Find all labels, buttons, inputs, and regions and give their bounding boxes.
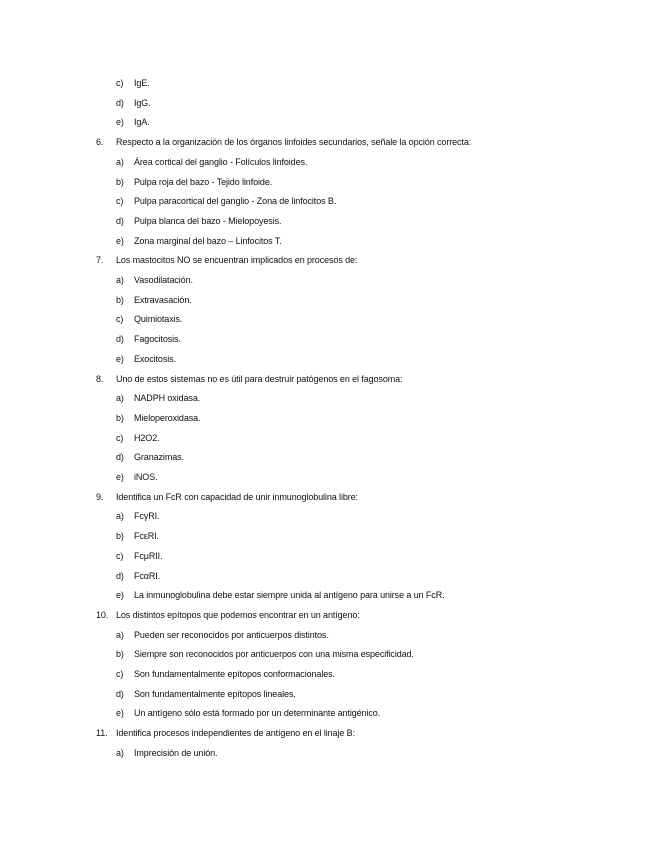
option-text: Vasodilatación. [134, 275, 193, 285]
option-letter: c) [116, 550, 124, 561]
option-text: La inmunoglobulina debe estar siempre unida al antígeno para unirse a un FcR. [134, 590, 445, 601]
option-letter: c) [116, 314, 124, 325]
option-text: Granazimas. [134, 452, 184, 463]
option-letter: d) [116, 452, 124, 463]
question-number: 6. [96, 137, 104, 148]
option-text: IgE. [134, 78, 150, 88]
option-letter: a) [116, 275, 124, 285]
option-text: Pulpa roja del bazo - Tejido linfoide. [134, 176, 273, 187]
option-text: iNOS. [134, 472, 158, 482]
question-number: 8. [96, 373, 104, 384]
option-letter: c) [116, 669, 124, 679]
option-text: IgG. [134, 97, 151, 108]
option-text: Fagocitosis. [134, 334, 181, 345]
option-letter: c) [116, 432, 124, 443]
option-letter: e) [116, 235, 124, 246]
option-letter: c) [116, 196, 124, 207]
option-text: Mieloperoxidasa. [134, 412, 201, 423]
question-number: 9. [96, 491, 104, 502]
option-text: Son fundamentalmente epítopos conformacionales. [134, 669, 335, 679]
question-number: 11. [96, 728, 108, 739]
option-text: Pueden ser reconocidos por anticuerpos distintos. [134, 629, 329, 640]
question-text: Respecto a la organización de los órganos linfoides secundarios, señale la opción correcta: [116, 137, 472, 148]
option-text: Pulpa blanca del bazo - Mielopoyesis. [134, 215, 282, 226]
option-text: NADPH oxidasa. [134, 393, 201, 404]
option-text: Zona marginal del bazo – Linfocitos T. [134, 235, 282, 246]
option-letter: b) [116, 412, 124, 423]
option-letter: a) [116, 747, 124, 758]
option-letter: d) [116, 334, 124, 345]
option-letter: e) [116, 472, 124, 482]
option-letter: a) [116, 629, 124, 640]
option-letter: a) [116, 393, 124, 404]
option-letter: b) [116, 649, 124, 660]
question-number: 7. [96, 255, 104, 266]
option-text: Un antígeno sólo está formado por un determinante antigénico. [134, 708, 381, 719]
option-letter: b) [116, 294, 124, 305]
option-letter: d) [116, 688, 124, 699]
option-letter: b) [116, 176, 124, 187]
question-text: Identifica un FcR con capacidad de unir inmunoglobulina libre: [116, 491, 358, 502]
option-text: Quimiotaxis. [134, 314, 183, 325]
option-letter: e) [116, 353, 124, 364]
question-text: Los distintos epítopos que podemos encontrar en un antígeno: [116, 609, 360, 620]
option-letter: d) [116, 215, 124, 226]
option-letter: c) [116, 78, 124, 88]
option-letter: d) [116, 97, 124, 108]
option-text: Exocitosis. [134, 353, 176, 364]
option-text: FcγRI. [134, 511, 160, 522]
option-text: Pulpa paracortical del ganglio - Zona de linfocitos B. [134, 196, 337, 207]
option-letter: d) [116, 570, 124, 581]
option-letter: e) [116, 708, 124, 719]
option-letter: e) [116, 590, 124, 601]
option-text: FcμRII. [134, 550, 163, 561]
option-text: Extravasación. [134, 294, 192, 305]
question-text: Identifica procesos independientes de antígeno en el linaje B: [116, 728, 355, 739]
option-text: Son fundamentalmente epítopos lineales. [134, 688, 296, 699]
option-text: Siempre son reconocidos por anticuerpos con una misma especificidad. [134, 649, 414, 660]
option-text: IgA. [134, 117, 150, 128]
question-number: 10. [96, 609, 109, 620]
option-text: H2O2. [134, 432, 160, 443]
option-text: FcαRI. [134, 570, 161, 581]
question-text: Uno de estos sistemas no es útil para destruir patógenos en el fagosoma: [116, 373, 403, 384]
option-text: Imprecisión de unión. [134, 747, 218, 758]
option-letter: b) [116, 531, 124, 542]
option-letter: a) [116, 156, 124, 167]
option-letter: e) [116, 117, 124, 128]
option-text: Área cortical del ganglio - Folículos linfoides. [134, 156, 308, 167]
option-letter: a) [116, 511, 124, 522]
option-text: FcεRI. [134, 531, 159, 542]
question-text: Los mastocitos NO se encuentran implicados en procesos de: [116, 255, 358, 266]
